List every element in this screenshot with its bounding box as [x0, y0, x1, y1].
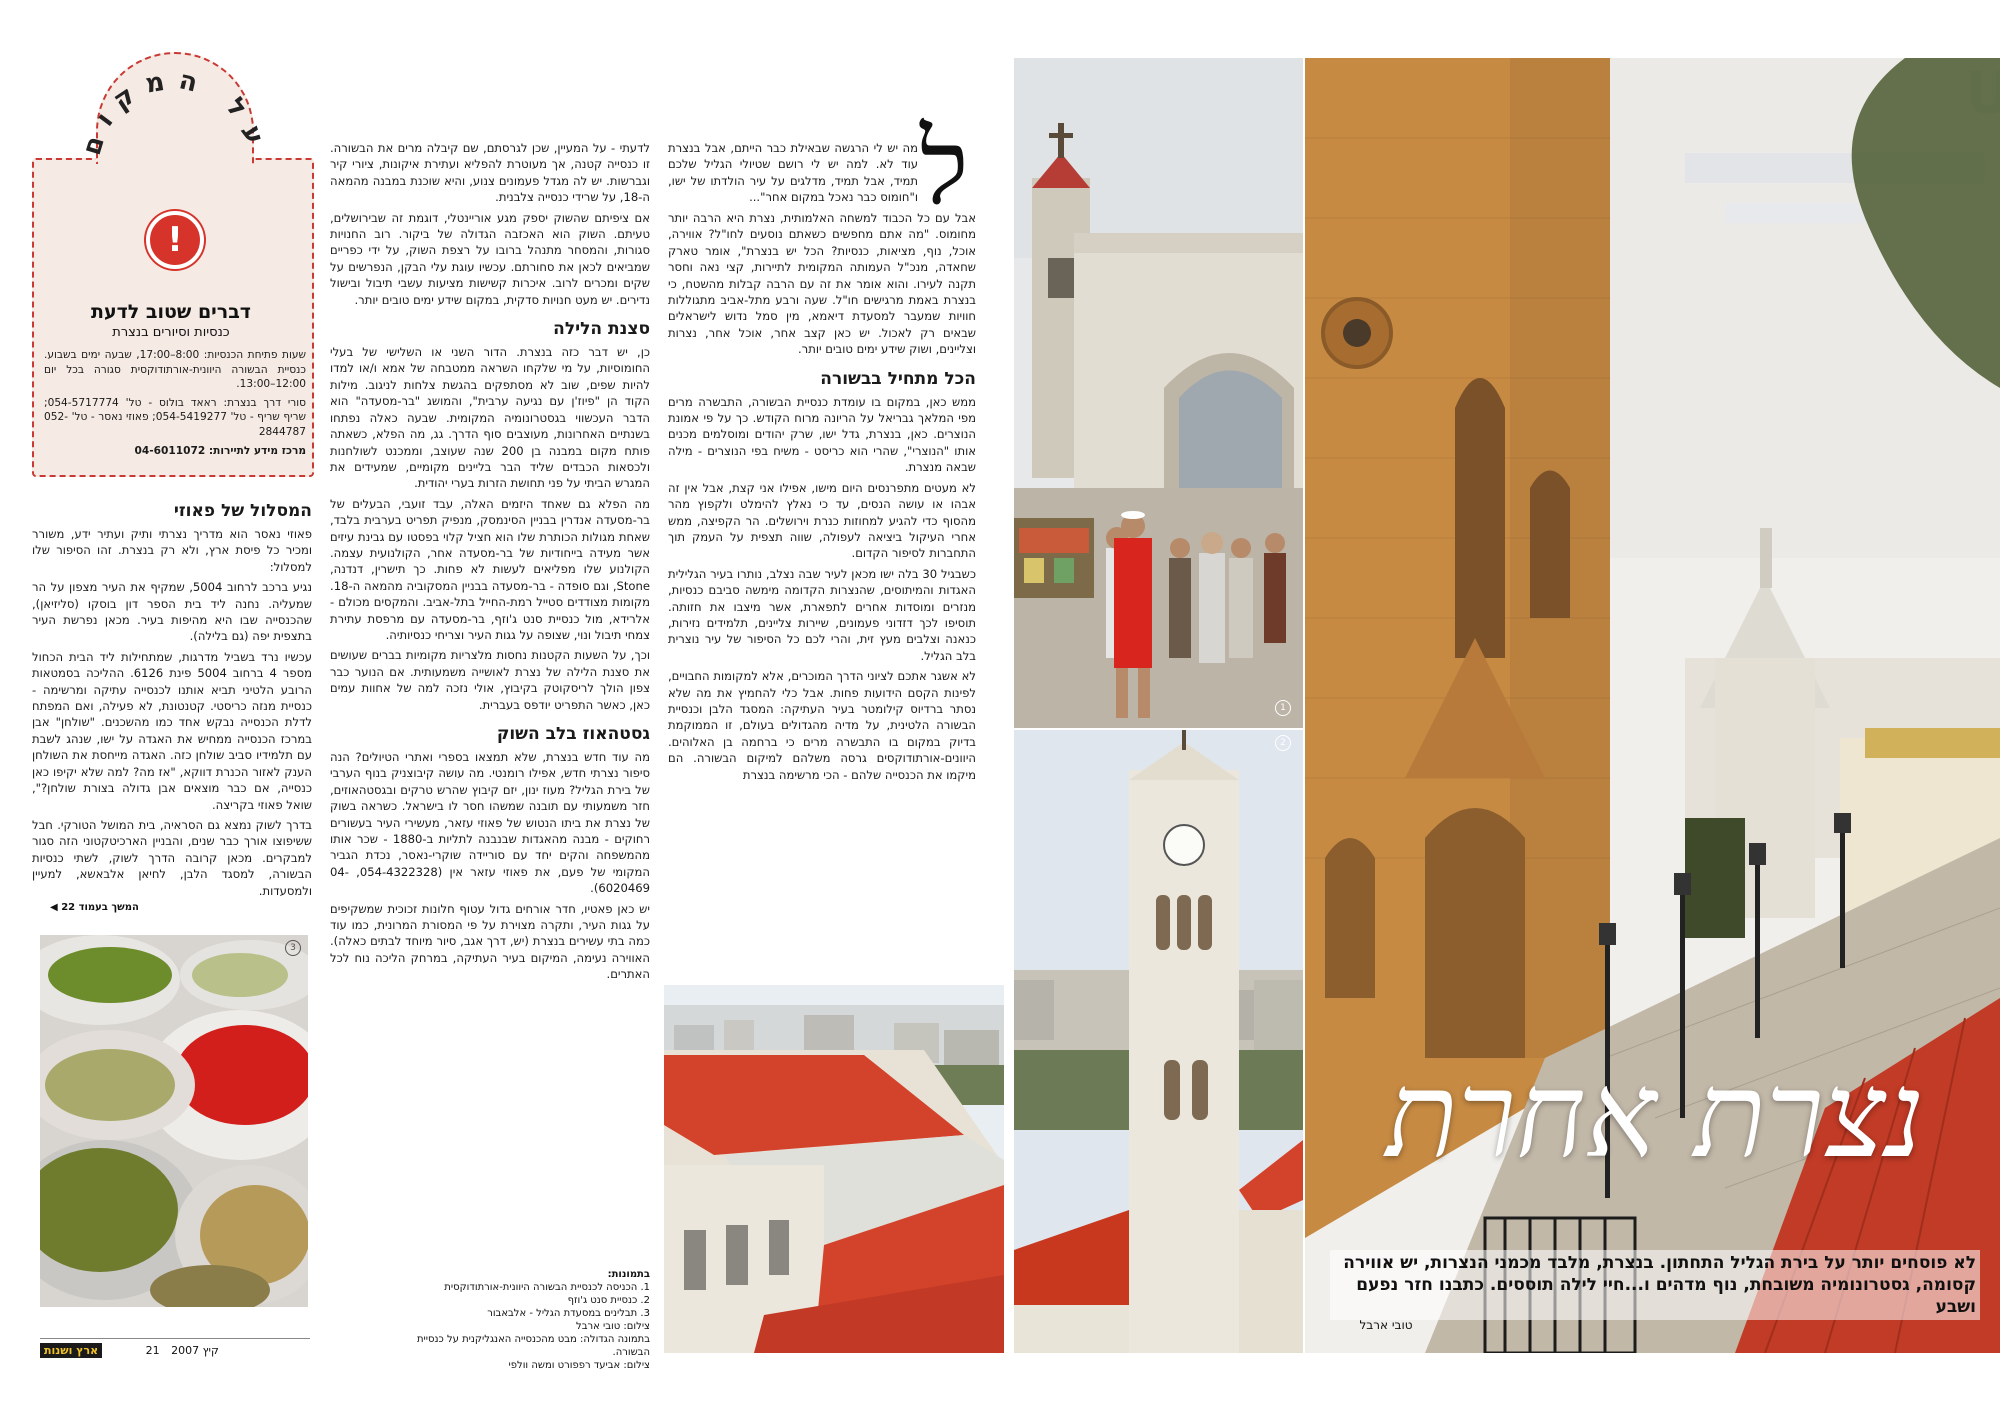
paragraph: בדרך לשוק נמצא גם הסראיה, בית המושל הטורקי. חבל ששיפוצו אורך כבר שנים, והבניין הארכיטקטוני הזה סגור למבקרים. מכאן קרובה הדרך לשוק, לשתי כנסיות הבשורה, למסגד הלבן, לחיאן אלבאשא, למעיין ולמסעדות.: [32, 817, 312, 898]
section-heading: סצנת הלילה: [553, 319, 650, 340]
arrow-left-icon: ◀: [50, 902, 58, 913]
paragraph: וכך, על השעות הקטנות נחסות מלצריות מקומיות בברים שעושים את סצנת הלילה של נצרת לאושייה משמעותית. אם הנוער כבר צפון הולך לריסקוטק בקיבוץ, אולי נזכה למה של אחוות עמים כאן, כאשר התפריט יודפס בעברית.: [330, 648, 650, 712]
info-box-line: סורי דרך בנצרת: ראאד בולוס - טל' 054-5717774; שריף שריף - טל' 054-5419277; פאוזי נאסר - טל' 052-2844787: [44, 396, 306, 438]
paragraph: נגיע ברכב לרחוב 5004, שמקיף את העיר מצפון על הר שמעליה. נחנה ליד בית הספר דון בוסקו (סליזיאן), שהכנסייה שבו היא מהיפות בעיר. מכאן נפרשת העיר בתצפית יפה (גם בלילה).: [32, 580, 312, 644]
paragraph: מה עוד חדש בנצרת, שלא תמצאו בספרי ואתרי הטיולים? הנה סיפור נצרתי חדש, אפילו רומנטי. מה עושה קיבוצניק בנוף הערבי של בירת הגליל? מעוז ינון, יזם קיבוץ שהרש טרקים ובגסטהאוזים, חזר משמעותי עם תובנה שמשהו חסר לו בישראל. כשראה בשוק של נצרת את ביתו הנטוש של פאוזי עזאר, מעשירי העיר בעשורים רחוקים - מבנה מהאגדות שבנבנה לתליות ב-1880 - שכר אותו מהמשפחה והקים יחד עם סוריידה שוקרי-נאסר, נכדת הגביר המקומי של פעם, את פאוזי עזאר אין (054-4322328, 04-6020469).: [330, 750, 650, 896]
issue-label: קיץ 2007: [171, 1344, 219, 1357]
caption-line: 1. הכניסה לכנסיית הבשורה היוונית-אורתודוקסית: [444, 1282, 650, 1293]
paragraph: מה יש לי הרגשה שבאילת כבר הייתם, אבל בנצרת עוד לא. למה יש לי רושם שטיולי הגליל שלכם תמיד, אבל תמיד, מדלגים על עיר הולדתו של ישו, ו"חומוס כבר נאכל במקום אחר"...: [668, 141, 918, 205]
info-box-heading: [40, 300, 302, 342]
spices-photo: [40, 935, 308, 1307]
info-box-title: דברים שטוב לדעת: [91, 301, 251, 323]
photo-number-3: 3: [285, 940, 301, 956]
section-heading: המסלול של פאוזי: [173, 501, 312, 521]
continued-label: המשך בעמוד 22: [61, 902, 139, 913]
article-author: טובי ארבל: [1359, 1318, 1413, 1332]
paragraph: עכשיו נרד בשביל מדרגות, שמתחילות ליד הבית הכחול מספר 4 ברחוב 5004 פינת 6126. ההליכה בסמטאות הרובע הלטיני תביא אותנו לכנסייה עתיקה ומרשימה - כנסיית מנזה כריסטי. קטנטונת, לא פעילה, ואם המפתח לדלת הכנסייה נבקש אחד כמו מהשכנים. "שולחן" אבן במרכז הכנסייה ממחיש את האגדה על ישו, שנהג לשבת עם תלמידיו סביב שולחן כזה. האגדה מייחסת את השולחן הענק לאזור הכנרת דווקא, "אז מה? למה שלא יקיפו כאן כנסייה, אם כבר מוצאים אבן גדולה בצורת שולחן?", שואל פאוזי בקריצה.: [32, 649, 312, 812]
info-box-arch-text: [60, 52, 290, 182]
caption-line: 3. תבלינים במסעדת הגליל - אלבאבור: [487, 1308, 650, 1319]
footer-rule: [40, 1338, 310, 1339]
article-lead: לא פוסחים יותר על בירת הגליל התחתון. בנצרת, מלבד מכמני הנצרות, יש אווירה קסומה, גסטרונומיה משובחת, נוף מדהים ו...חיי לילה תוססים. כתבנו חזר נפעם ושבע: [1330, 1250, 1980, 1320]
column-right: [668, 210, 976, 787]
magazine-logo: ארץ ושנות: [40, 1343, 102, 1358]
page-number: 21: [145, 1344, 160, 1357]
paragraph: מה הפלא גם שאחד היזמים האלה, עבד זועבי, הבעלים של בר-מסעדה אנדרין בבניין הסינמסק, מנפיק תפריט בערבית בלבד, שאחת מגולות הכותרת שלו הוא חציל קלוי בפסטו עם גבינת עיזים אשר מעידה בייחודיות של בר-מסעדה אחר, הקולנועית עצמה. הקולנוע שלו מפליאים לעשות לא פחות. כך תישרין, דנדנה, Stone, וגם סופדה - בר-מסעדה בבניין המסקוביה מהמאה ה-18. מקומות מצודדים סטייל רמת-החייל בתל-אביב. והמקסים מכולם - אלרידא, מול כנסיית סנט ג'וזף, בר-מסעדה עם מרפסת עתירת צמחי תיבול ונוי, שצופה על גגות העיר וצריחי כנסיותיה.: [330, 496, 650, 642]
caption-line: 2. כנסיית סנט ג'וזף: [567, 1295, 650, 1306]
caption-line: בתמונה הגדולה: מבט מהכנסייה האנגליקנית על כנסיית הבשורה.: [416, 1334, 650, 1358]
info-box-line: שעות פתיחת הכנסיות: 8:00–17:00, שבעה ימים בשבוע. כנסיית הבשורה היוונית-אורתודוקסית סגורה בכל יום 12:00–13:00.: [44, 349, 306, 391]
section-heading: הכל מתחיל בבשורה: [820, 368, 976, 389]
paragraph: אם ציפיתם שהשוק יספק מגע אוריינטלי, דוגמת זה שבירושלים, טעיתם. השוק הוא האכזבה הגדולה של ביקור. רוב החנויות סגורות, והמסחר מתנהל ברובו על רצפת השוק, על ידי כפריים שמביאים לכאן את סחורתם. עכשיו עוגת עלי הבקן, הנפרשים על שקים ומכרים לרוב. איכרות קשישות מציעות עשבי תיבול ובישול נדירים. יש מעט חנויות סדקית, במקום שידע ימים טובים יותר.: [330, 210, 650, 307]
photo-captions: [410, 1268, 650, 1372]
info-box-subtitle: כנסיות וסיורים בנצרת: [112, 325, 230, 340]
paragraph: לא מעטים מתפרנסים היום מישו, אפילו אני קצת, אבל אין זה אבהו או עושה הנסים, עד כי נאלץ להימלט ולקפוץ מהר מהסוף כדי להגיע למחוזות כנרת וירושלים. הר הקפיצה, ממש אחרי העיקול ביציאה לעפולה, שווה תצפית על העמק תוך התחברות לסיפור הקדום.: [668, 480, 976, 561]
rooftops-photo: [664, 985, 1004, 1353]
caption-line: צילום: אביעד רפפורט ומשה וולפי: [508, 1360, 650, 1371]
drop-cap: ל: [920, 106, 969, 228]
info-box-body: [44, 348, 306, 462]
paragraph: יש כאן פאטיו, חדר אורחים גדול עטוף חלונות זכוכית שמשקיפים על גגות העיר, ותקרה מצוירת על פי המסורת המרונית, כמו עוד כמה בתי עשירים בנצרת (יש, דרך אגב, סיור מיוחד לבתים כאלה). האווירה נעימה, המיקום בעיר העתיקה, במרחק הליכה נוח לכל האתרים.: [330, 901, 650, 982]
paragraph: אבל עם כל הכבוד למשחה האלמותית, נצרת היא הרבה יותר מחומוס. "מה אתם מחפשים כשאתם נוסעים לחו"ל? אווירה, אוכל, נוף, מציאות, כנסיות? הכל יש בנצרת", אומר טארק שחאדה, מנכ"ל העמותה המקומית לתיירות, קצי נאה וחסר תקנה לעירו. והוא אומר את זה עם הרבה קבלות מהשטח, כי בנצרת באמת מרגישים חו"ל. שעה ורבע מתל-אביב מתגוללות חוויות שמעבר למסעדת דיאמא, מין סמל נדוש לישראלים שבאים רק לאכול. יש כאן קצב אחר, אוכל אחר, נצרות וצליינים, ושוק שידע ימים טובים יותר.: [668, 211, 976, 357]
paragraph: פאוזי נאסר הוא מדריך נצרתי ותיק ועתיר ידע, משורר ומכיר כל פיסת ארץ, ולא רק בנצרת. זהו הסיפור שלו למסלול:: [32, 527, 312, 574]
photo-number-1: 1: [1275, 700, 1291, 716]
column-middle: [330, 140, 650, 987]
clock-tower-photo: [1014, 730, 1303, 1353]
paragraph: ממש כאן, במקום בו עומדת כנסיית הבשורה, התבשרה מרים מפי המלאך גבריאל על הריונה מרוח הקודש. כך על פי אמונת הנוצרים. כאן, בנצרת, גדל ישו, שרק יהודים ומוסלמים מכנים אותו "הנוצרי", שהרי הוא כריסט - משיח בפי הנוצרים - מילה שבאה מנצרת.: [668, 394, 976, 475]
photo-number-2: 2: [1275, 735, 1291, 751]
section-heading: גסטהאוז בלב השוק: [496, 724, 650, 744]
info-box-line: מרכז מידע לתיירות: 04-6011072: [134, 444, 306, 457]
continued-note: [50, 902, 139, 913]
paragraph: לא אשגר אתכם לציוני הדרך המוכרים, אלא למקומות החבויים, לפינות הקסם הידועות פחות. אבל כלי להחמיץ את מה שלא נסתר ברדיוס קילומטר בעיר העתיקה: המסגד הלבן וכנסיית הבשורה הלטינית, על מדיה מהגדולים בעולם, זו הממוקמת בדיוק במקום בו התבשרה מרים כי ברחמה בן האלוהים. היוונים-אורתודוקסים גרסה משלהם למיקום הבשורה. הם מיקמו את הכנסייה שלהם - הכי מרשימה בנצרת: [668, 669, 976, 782]
column-left: [32, 490, 312, 903]
paragraph: כשבגיל 30 בלה ישו מכאן לעיר שבה נצלב, נותרו בעיר הגלילית האגדות והמיתוסים, שהנצרות הקדומה מימשה סביבם כנסיות, מנזרים ומוסדות אחרים לתפארת, אשר מיצבו את חזותה. תוסיפו לכך דזדוני פעמונים, שיירות צליינים, תלמידים נזירות, כנאנה וצלבים מעץ זית, והרי לכם כל הסיפור של עיר נוצרית בלב הגליל.: [668, 566, 976, 663]
alert-icon: !: [146, 211, 204, 269]
svg-text:על המקום: על המקום: [76, 64, 274, 159]
page-footer: [40, 1343, 310, 1358]
article-title: נצרת אחרת: [1385, 1046, 1925, 1184]
paragraph: כן, יש דבר כזה בנצרת. הדור השני או השלישי של בעלי החומוסיות, על מי שלקחו השראה ממטבחה של אמא ו/או למדו להיות שפים, שוב לא מסתפקים בהגשת צלחות לניגוב. מילות הקוד הן "פיוז'ן עם נגיעה ערבית", והמושג "בר-מסעדה" הוא הדבר העכשווי בגסטרונומיה המקומית. שבעה כאלה נפתחו בשנתיים האחרונות, מעוצבים סוף הדרך. גג, מה הפלא, כשאתה פותח מקום במבנה בן 200 שנה שעוצב, וממכנט לשולחנות ולכסאות הכבדים שליד הבר בליינים מקומיים, שמעידים את המגרש הביתי על פני תחושת הזרות בערי יהודית.: [330, 345, 650, 491]
caption-line: צילום: טובי ארבל: [576, 1321, 650, 1332]
captions-title: בתמונות:: [607, 1269, 650, 1280]
paragraph: לדעתי - על המעיין, שכן לגרסתם, שם קיבלה מרים את הבשורה. זו כנסייה קטנה, אך מעוטרת להפליא ועתירת איקונות, ציורי קיר וגברשות. יש לה מגדל פעמונים צנוע, והיא שוכנת במבנה מהמאה ה-18, על שרידי כנסייה צלבנית.: [330, 141, 650, 205]
column-right-intro: [668, 140, 918, 210]
church-entrance-photo: [1014, 58, 1303, 728]
